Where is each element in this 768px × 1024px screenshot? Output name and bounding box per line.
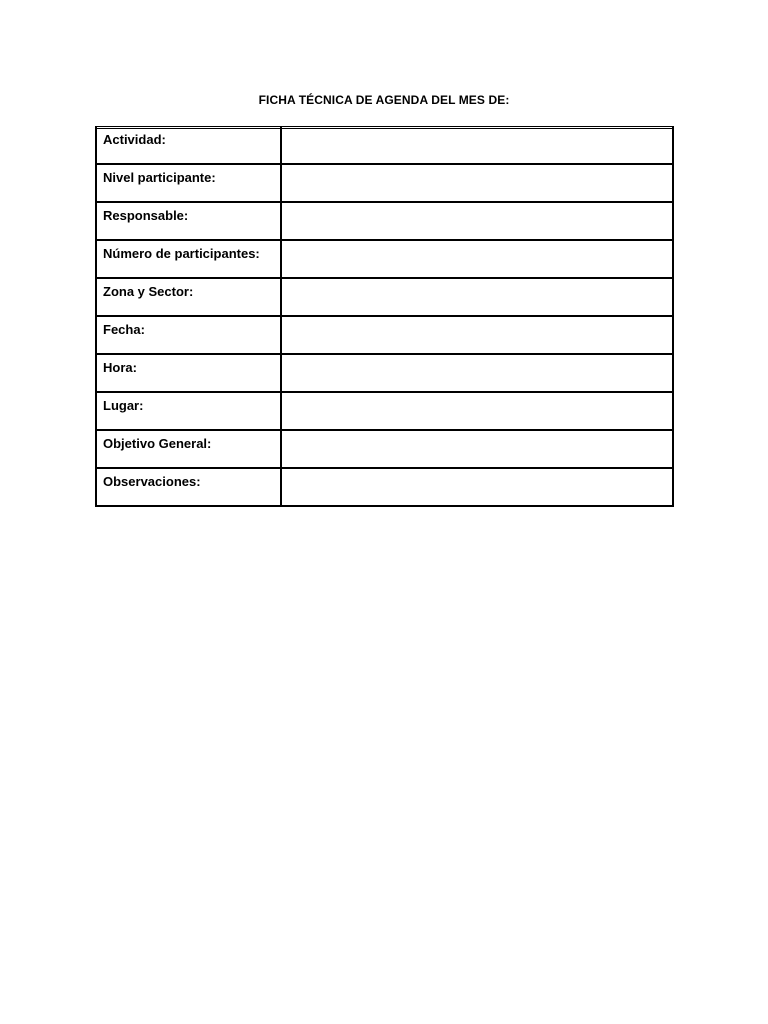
field-label-fecha: Fecha: [103,322,145,337]
field-label-cell [95,126,282,165]
field-label-observaciones: Observaciones: [103,474,201,489]
table-row [95,317,674,355]
field-label-nivel-participante: Nivel participante: [103,170,216,185]
table-row [95,355,674,393]
field-label-cell [95,393,282,431]
field-label-cell [95,317,282,355]
field-label-lugar: Lugar: [103,398,144,413]
field-value-objetivo-general[interactable] [282,431,674,469]
field-label-cell [95,279,282,317]
field-label-zona-sector: Zona y Sector: [103,284,194,299]
field-value-actividad[interactable] [282,126,674,165]
table-row [95,165,674,203]
field-value-hora[interactable] [282,355,674,393]
table-row [95,279,674,317]
table-row [95,469,674,507]
page-title: FICHA TÉCNICA DE AGENDA DEL MES DE: [258,93,510,107]
field-label-numero-participantes: Número de participantes: [103,246,260,261]
field-label-objetivo-general: Objetivo General: [103,436,212,451]
table-row [95,241,674,279]
field-value-lugar[interactable] [282,393,674,431]
field-label-actividad: Actividad: [103,132,166,147]
field-label-cell [95,431,282,469]
table-row [95,126,674,165]
field-label-hora: Hora: [103,360,137,375]
field-label-cell [95,355,282,393]
table-row [95,393,674,431]
field-value-fecha[interactable] [282,317,674,355]
field-label-cell [95,241,282,279]
table-row [95,431,674,469]
field-label-cell [95,203,282,241]
field-label-cell [95,165,282,203]
field-value-zona-sector[interactable] [282,279,674,317]
field-value-responsable[interactable] [282,203,674,241]
field-value-observaciones[interactable] [282,469,674,507]
table-row [95,203,674,241]
agenda-form-table [95,126,674,507]
field-value-numero-participantes[interactable] [282,241,674,279]
field-label-cell [95,469,282,507]
field-value-nivel-participante[interactable] [282,165,674,203]
field-label-responsable: Responsable: [103,208,189,223]
